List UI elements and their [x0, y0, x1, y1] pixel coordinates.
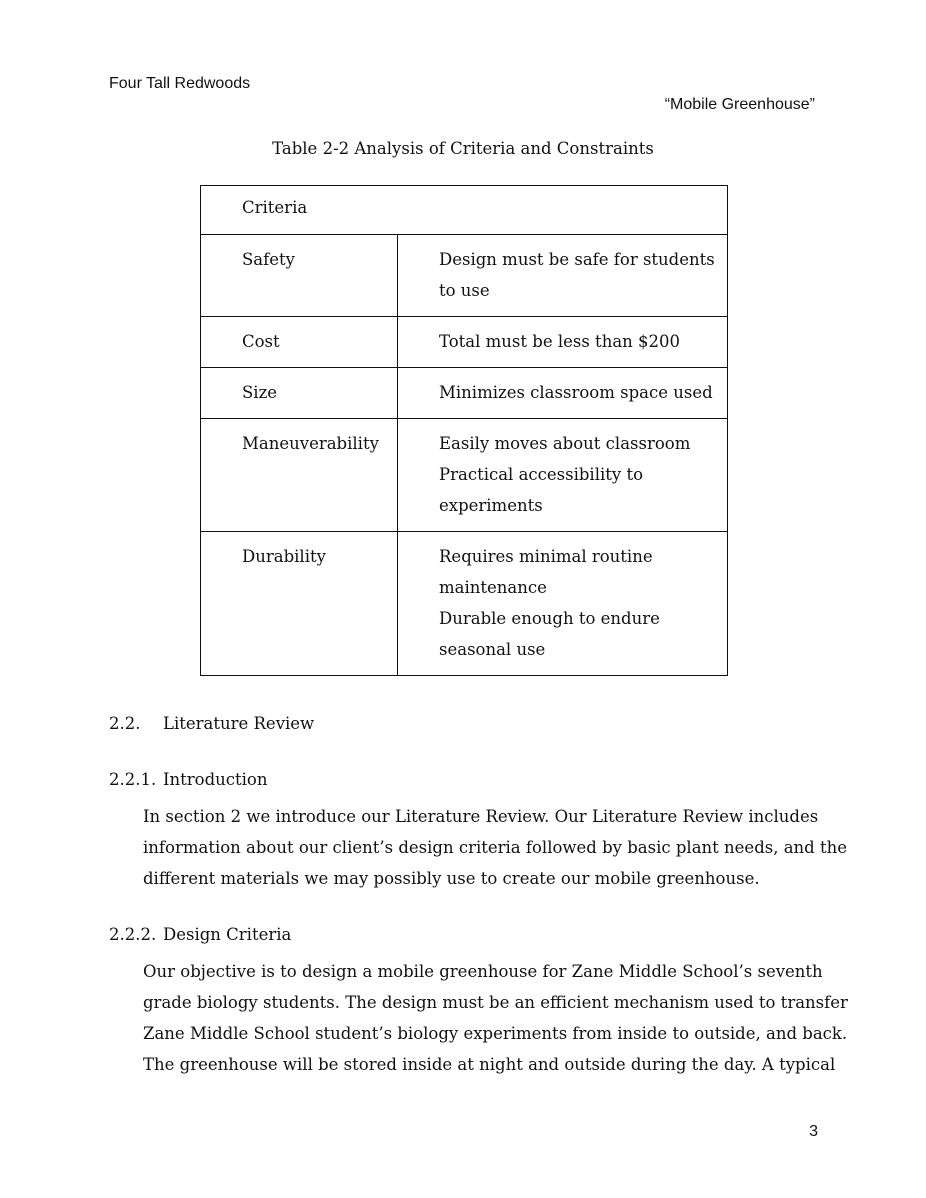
design-criteria-paragraph	[143, 956, 848, 1080]
constraint-line: seasonal use	[439, 640, 546, 659]
constraint-line: Minimizes classroom space used	[439, 383, 713, 402]
criterion-label: Cost	[242, 332, 280, 351]
section-number: 2.2.2.	[109, 925, 157, 944]
constraint-line: Requires minimal routine	[439, 547, 653, 566]
section-title: Design Criteria	[163, 925, 292, 944]
section-number: 2.2.1.	[109, 770, 157, 789]
criterion-label: Size	[242, 383, 278, 402]
table-row-safety	[201, 235, 728, 317]
paragraph-line: different materials we may possibly use to create our mobile greenhouse.	[143, 869, 760, 888]
introduction-paragraph	[143, 801, 848, 894]
constraint-line: to use	[439, 281, 490, 300]
running-header-title: “Mobile Greenhouse”	[664, 96, 815, 113]
criteria-table	[200, 185, 728, 676]
constraint-cell	[398, 368, 728, 419]
table-header-cell	[201, 186, 728, 235]
constraint-cell	[398, 317, 728, 368]
table-row-size	[201, 368, 728, 419]
paragraph-line: In section 2 we introduce our Literature Review. Our Literature Review includes	[143, 807, 819, 826]
constraint-line: Easily moves about classroom	[439, 434, 691, 453]
constraint-line: Practical accessibility to	[439, 465, 644, 484]
paragraph-line: Zane Middle School student’s biology experiments from inside to outside, and back.	[143, 1024, 848, 1043]
table-header-row	[201, 186, 728, 235]
criterion-cell	[201, 368, 398, 419]
section-title: Literature Review	[163, 714, 315, 733]
section-number: 2.2.	[109, 714, 141, 733]
paragraph-line: grade biology students. The design must be an efficient mechanism used to transfer	[143, 993, 848, 1012]
criterion-cell	[201, 419, 398, 532]
constraint-line: experiments	[439, 496, 543, 515]
criterion-cell	[201, 235, 398, 317]
constraint-line: Total must be less than $200	[439, 332, 681, 351]
constraint-cell	[398, 419, 728, 532]
section-heading-literature-review	[109, 714, 314, 733]
constraint-line: Design must be safe for students	[439, 250, 715, 269]
criterion-label: Durability	[242, 547, 326, 566]
table-row-durability	[201, 532, 728, 676]
section-heading-introduction	[109, 770, 268, 789]
table-row-maneuverability	[201, 419, 728, 532]
criterion-cell	[201, 532, 398, 676]
criterion-label: Safety	[242, 250, 295, 269]
constraint-cell	[398, 532, 728, 676]
running-header-team: Four Tall Redwoods	[109, 75, 251, 92]
section-title: Introduction	[163, 770, 268, 789]
section-heading-design-criteria	[109, 925, 291, 944]
table-header-label: Criteria	[242, 198, 308, 217]
page-number: 3	[809, 1123, 818, 1140]
paragraph-line: information about our client’s design criteria followed by basic plant needs, and the	[143, 838, 848, 857]
table-row-cost	[201, 317, 728, 368]
criterion-cell	[201, 317, 398, 368]
paragraph-line: Our objective is to design a mobile greenhouse for Zane Middle School’s seventh	[143, 962, 823, 981]
constraint-line: Durable enough to endure	[439, 609, 660, 628]
constraint-line: maintenance	[439, 578, 547, 597]
paragraph-line: The greenhouse will be stored inside at night and outside during the day. A typical	[143, 1055, 836, 1074]
table-caption: Table 2-2 Analysis of Criteria and Constraints	[272, 139, 654, 158]
constraint-cell	[398, 235, 728, 317]
criterion-label: Maneuverability	[242, 434, 379, 453]
